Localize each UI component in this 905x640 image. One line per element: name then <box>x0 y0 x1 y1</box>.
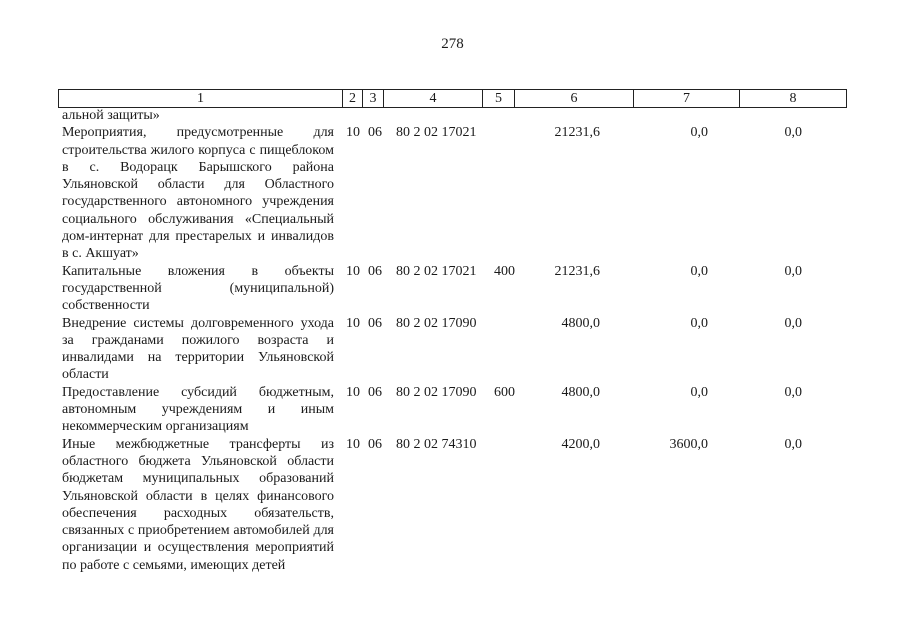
row-subsection: 06 <box>368 125 382 141</box>
row-value-8: 0,0 <box>784 315 802 331</box>
row-target-code: 80 2 02 74310 <box>396 436 477 452</box>
row-target-code: 80 2 02 17090 <box>396 315 477 331</box>
header-col-3: 3 <box>363 90 384 107</box>
row-value-7: 0,0 <box>690 263 708 279</box>
row-value-8: 0,0 <box>784 263 802 279</box>
row-subsection: 06 <box>368 315 382 331</box>
table-row <box>62 263 862 315</box>
row-value-8: 0,0 <box>784 125 802 141</box>
row-value-6: 4800,0 <box>561 384 600 400</box>
row-description: Иные межбюджетные трансферты из областного бюджета Ульяновской области бюджетам муниципальных образований Ульяновской области в целях финансового обеспечения расходных обязательств, связанных с приобретением автомобилей для организации и осуществления мероприятий по работе с семьями, имеющих детей <box>62 436 334 573</box>
header-col-5: 5 <box>483 90 515 107</box>
row-expense-type: 400 <box>494 263 515 279</box>
header-col-4: 4 <box>384 90 483 107</box>
row-description: Предоставление субсидий бюджетным, автономным учреждениям и иным некоммерческим организациям <box>62 384 334 435</box>
row-section: 10 <box>346 384 360 400</box>
row-value-6: 21231,6 <box>554 125 600 141</box>
row-value-7: 0,0 <box>690 125 708 141</box>
row-description: Капитальные вложения в объекты государственной (муниципальной) собственности <box>62 263 334 314</box>
row-value-7: 0,0 <box>690 384 708 400</box>
header-col-6: 6 <box>515 90 634 107</box>
row-value-7: 0,0 <box>690 315 708 331</box>
row-target-code: 80 2 02 17021 <box>396 125 477 141</box>
table-header <box>58 89 847 108</box>
table-row <box>62 384 862 436</box>
row-description: Мероприятия, предусмотренные для строительства жилого корпуса с пищеблоком в с. Водорацк Барышского района Ульяновской области для Областного государственного автономного учреждения социального обслуживания «Специальный дом-интернат для престарелых и инвалидов в с. Акшуат» <box>62 125 334 262</box>
header-col-2: 2 <box>343 90 363 107</box>
page-number: 278 <box>441 36 464 52</box>
row-value-7: 3600,0 <box>669 436 708 452</box>
row-section: 10 <box>346 436 360 452</box>
header-col-7: 7 <box>634 90 740 107</box>
row-target-code: 80 2 02 17090 <box>396 384 477 400</box>
row-expense-type: 600 <box>494 384 515 400</box>
row-subsection: 06 <box>368 263 382 279</box>
row-section: 10 <box>346 125 360 141</box>
row-value-8: 0,0 <box>784 384 802 400</box>
row-description: Внедрение системы долговременного ухода за гражданами пожилого возраста и инвалидами на территории Ульяновской области <box>62 315 334 383</box>
table-row <box>62 315 862 384</box>
table-body <box>62 107 862 574</box>
row-target-code: 80 2 02 17021 <box>396 263 477 279</box>
row-section: 10 <box>346 315 360 331</box>
row-value-6: 21231,6 <box>554 263 600 279</box>
row-section: 10 <box>346 263 360 279</box>
row-description: альной защиты» <box>62 108 160 123</box>
row-subsection: 06 <box>368 384 382 400</box>
table-row <box>62 436 862 574</box>
header-col-1: 1 <box>59 90 343 107</box>
table-row <box>62 124 862 262</box>
row-subsection: 06 <box>368 436 382 452</box>
continuation-row <box>62 107 862 124</box>
header-col-8: 8 <box>789 91 797 106</box>
row-value-8: 0,0 <box>784 436 802 452</box>
row-value-6: 4800,0 <box>561 315 600 331</box>
row-value-6: 4200,0 <box>561 436 600 452</box>
